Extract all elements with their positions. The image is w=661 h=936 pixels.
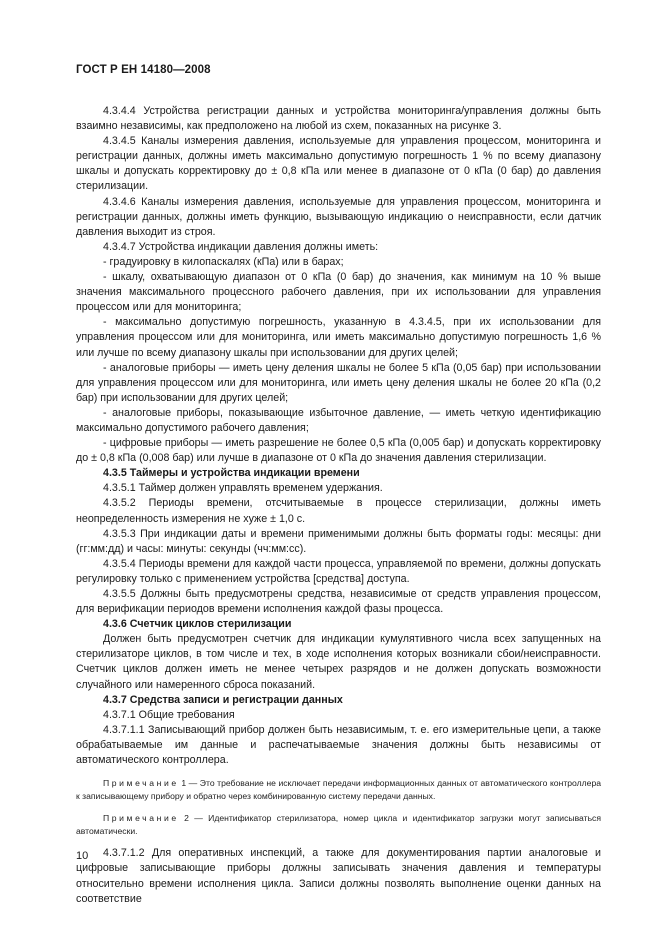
note-text: 2 — Идентификатор стерилизатора, номер цикла и идентификатор загрузки могут записываться автоматически. bbox=[76, 812, 601, 836]
paragraph: 4.3.7.1.2 Для оперативных инспекций, а также для документирования партии аналоговые и цифровые записывающие приборы должны записывать значения давления и температуры относительно времени исполнения цикла. Записи должны позволять выполнение оценки данных на соответствие bbox=[76, 847, 601, 905]
list-item: - цифровые приборы — иметь разрешение не более 0,5 кПа (0,005 бар) и допускать корректировку до ± 0,8 кПа (0,008 бар) или лучше в диапазоне от 0 кПа до значения давления стерилизации. bbox=[76, 437, 601, 465]
paragraph: 4.3.4.6 Каналы измерения давления, используемые для управления процессом, мониторинга и регистрации данных, должны иметь функцию, вызывающую индикацию о неисправности, если датчик давления выходит из строя. bbox=[76, 195, 601, 238]
note-label: Примечание bbox=[103, 778, 179, 789]
list-item: - максимально допустимую погрешность, указанную в 4.3.4.5, при их использовании для управления процессом или для мониторинга, или иметь максимально допустимую погрешность 1,6 % или лучше по всему диапазону шкалы при использовании для других целей; bbox=[76, 316, 601, 359]
section-heading: 4.3.6 Счетчик циклов стерилизации bbox=[103, 618, 292, 631]
note bbox=[76, 812, 601, 838]
section-heading: 4.3.5 Таймеры и устройства индикации времени bbox=[103, 467, 360, 480]
paragraph: 4.3.4.4 Устройства регистрации данных и устройства мониторинга/управления должны быть взаимно независимы, как предположено на любой из схем, показанных на рисунке 3. bbox=[76, 105, 601, 133]
list-item: - шкалу, охватывающую диапазон от 0 кПа (0 бар) до значения, как минимум на 10 % выше значения максимального процессного рабочего давления, при их использовании для управления процессом или для мониторинга; bbox=[76, 271, 601, 314]
section-heading: 4.3.7 Средства записи и регистрации данных bbox=[103, 693, 343, 706]
paragraph: 4.3.5.2 Периоды времени, отсчитываемые в процессе стерилизации, должны иметь неопределенность измерения не хуже ± 1,0 с. bbox=[76, 497, 601, 525]
document-header: ГОСТ Р ЕН 14180—2008 bbox=[76, 64, 211, 76]
paragraph: 4.3.4.7 Устройства индикации давления должны иметь: bbox=[103, 240, 379, 253]
list-item: - аналоговые приборы — иметь цену деления шкалы не более 5 кПа (0,05 бар) при использовании для управления процессом или для мониторинга, или иметь цену деления шкалы не более 20 кПа (0,2 бар) при использовании для других целей; bbox=[76, 361, 601, 404]
note-label: Примечание bbox=[103, 812, 179, 823]
note bbox=[76, 777, 601, 803]
page-number: 10 bbox=[76, 850, 89, 862]
paragraph: 4.3.5.3 При индикации даты и времени применимыми должны быть форматы годы: месяцы: дни (гг:мм:дд) и часы: минуты: секунды (чч:мм:сс). bbox=[76, 527, 601, 555]
paragraph: 4.3.5.1 Таймер должен управлять временем удержания. bbox=[103, 482, 383, 495]
page-body bbox=[76, 104, 601, 907]
list-item: - аналоговые приборы, показывающие избыточное давление, — иметь четкую идентификацию максимально допустимого рабочего давления; bbox=[76, 406, 601, 434]
paragraph: Должен быть предусмотрен счетчик для индикации кумулятивного числа всех запущенных на стерилизаторе циклов, в том числе и тех, в ходе исполнения которых возникали сбои/неисправности. Счетчик циклов должен иметь не менее четырех разрядов и не должен допускать возможности случайного или намеренного сброса показаний. bbox=[76, 633, 601, 691]
note-text: 1 — Это требование не исключает передачи информационных данных от автоматического контроллера к записывающему прибору и обратно через комбинированную систему передачи данных. bbox=[76, 778, 601, 801]
paragraph: 4.3.4.5 Каналы измерения давления, используемые для управления процессом, мониторинга и регистрации данных, должны иметь максимально допустимую погрешность 1 % по всему диапазону шкалы и допускать корректировку до ± 0,8 кПа или менее в диапазоне от 0 кПа (0 бар) до давления стерилизации. bbox=[76, 135, 601, 193]
paragraph: 4.3.7.1.1 Записывающий прибор должен быть независимым, т. е. его измерительные цепи, а также обрабатываемые им данные и распечатываемые значения должны быть независимы от автоматического контроллера. bbox=[76, 723, 601, 767]
paragraph: 4.3.5.5 Должны быть предусмотрены средства, независимые от средств управления процессом, для верификации периодов времени исполнения каждой фазы процесса. bbox=[76, 588, 601, 616]
paragraph: 4.3.7.1 Общие требования bbox=[103, 708, 235, 721]
list-item: - градуировку в килопаскалях (кПа) или в барах; bbox=[103, 255, 344, 268]
paragraph: 4.3.5.4 Периоды времени для каждой части процесса, управляемой по времени, должны допускать регулировку только с применением устройства [средства] доступа. bbox=[76, 557, 601, 585]
